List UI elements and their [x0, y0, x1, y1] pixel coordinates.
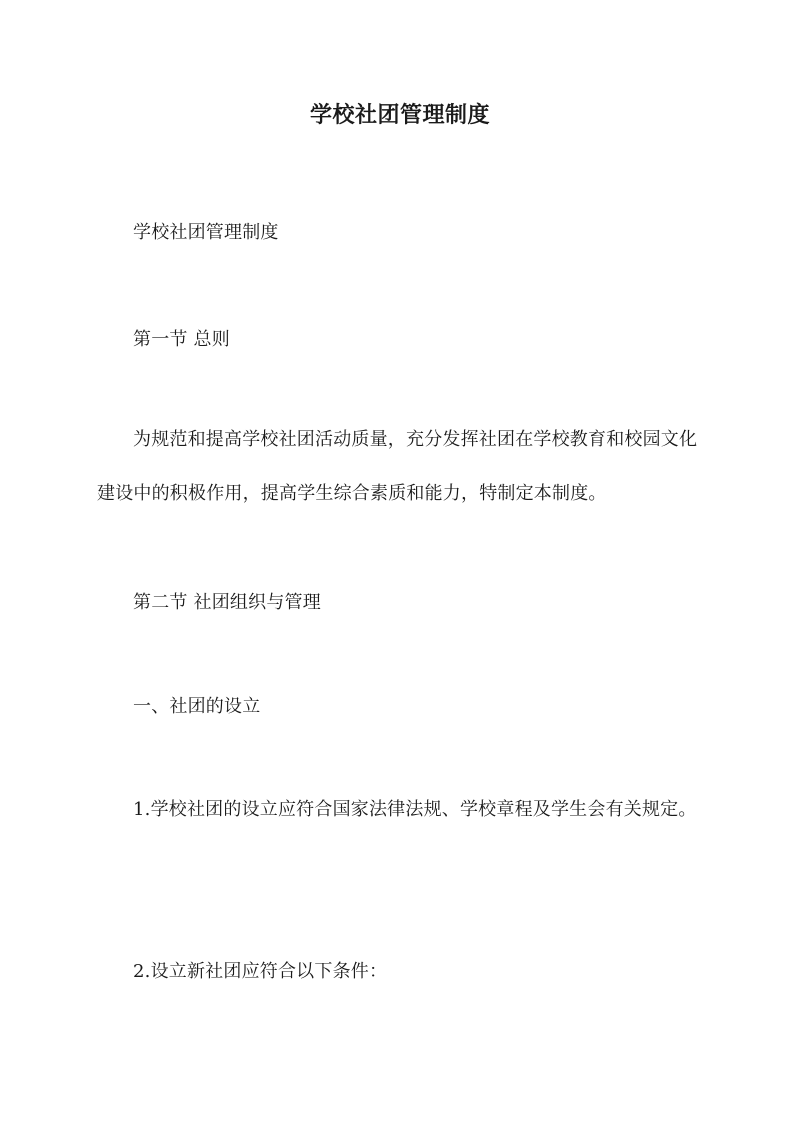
paragraph-purpose: 为规范和提高学校社团活动质量，充分发挥社团在学校教育和校园文化建设中的积极作用，提高学生综合素质和能力，特制定本制度。 — [97, 429, 698, 504]
section-heading-1: 第一节 总则 — [133, 329, 230, 350]
section-heading-2: 第二节 社团组织与管理 — [133, 592, 321, 613]
paragraph-item-2: 2.设立新社团应符合以下条件： — [133, 961, 388, 982]
document-title: 学校社团管理制度 — [309, 102, 490, 128]
paragraph-item-1: 1.学校社团的设立应符合国家法律法规、学校章程及学生会有关规定。 — [133, 799, 697, 820]
subsection-heading-1: 一、社团的设立 — [133, 696, 261, 717]
paragraph-subtitle: 学校社团管理制度 — [133, 222, 279, 243]
